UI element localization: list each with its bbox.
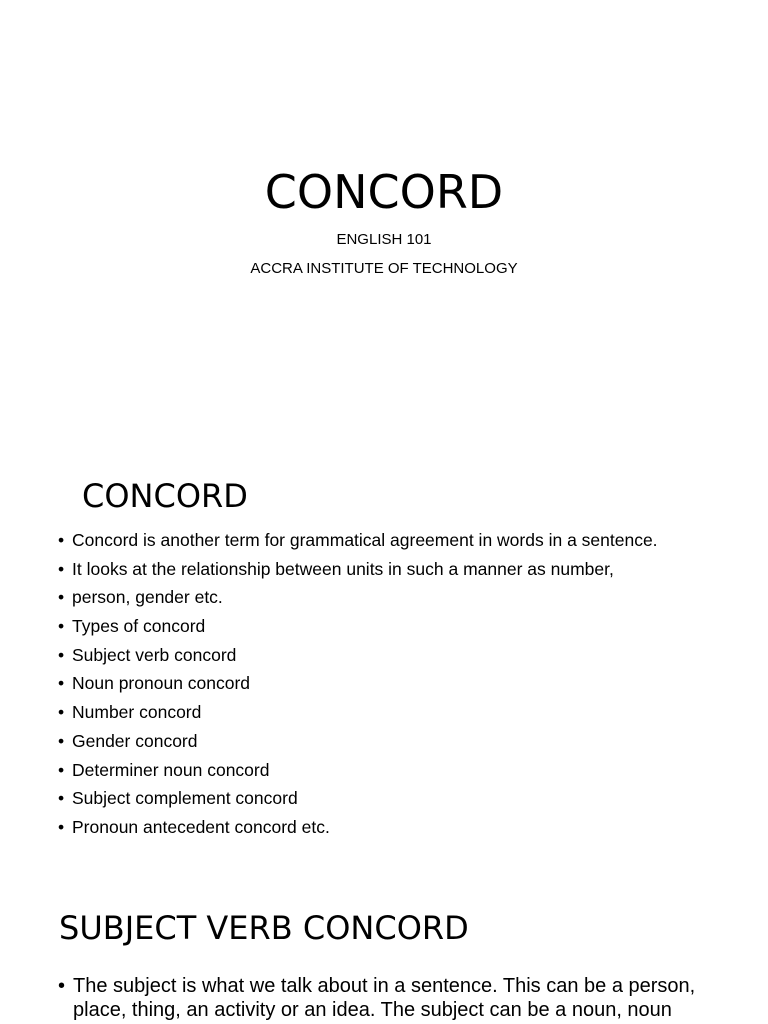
list-item-text: The subject is what we talk about in a sentence. This can be a person, place, thing, an activity or an idea. The subject can be a noun, noun [73,975,696,1021]
list-item [58,730,748,759]
list-item-text: Number concord [72,702,202,723]
course-code: ENGLISH 101 [336,231,432,248]
list-item-text: Gender concord [72,730,198,751]
list-item [58,615,748,644]
concord-slide [0,432,768,864]
list-item-text: It looks at the relationship between units in such a manner as number, [72,558,614,579]
list-item [58,816,748,845]
presentation-title: CONCORD [264,165,504,219]
bullet-icon: • [58,975,66,997]
list-item [58,529,748,558]
list-item-text: Determiner noun concord [72,759,270,780]
list-item [58,974,738,1022]
bullet-icon: • [58,702,65,723]
list-item-text: Pronoun antecedent concord etc. [72,816,330,837]
list-item-text: Noun pronoun concord [72,673,251,694]
bullet-icon: • [58,644,65,665]
title-slide [0,0,768,432]
list-item [58,558,748,587]
list-item [58,586,748,615]
bullet-icon: • [58,788,65,809]
list-item-text: Types of concord [72,616,206,637]
bullet-icon: • [58,816,65,837]
list-item-text: Concord is another term for grammatical agreement in words in a sentence. [72,530,658,550]
list-item-text: Subject verb concord [72,644,237,665]
bullet-icon: • [58,730,65,751]
list-item [58,644,748,673]
subject-verb-concord-slide [0,864,768,1024]
bullet-icon: • [58,673,65,694]
bullet-list [58,974,738,1022]
list-item-text: Subject complement concord [72,788,298,809]
list-item [58,672,748,701]
bullet-icon: • [58,530,65,550]
institution-name: ACCRA INSTITUTE OF TECHNOLOGY [250,260,518,277]
list-item-text: person, gender etc. [72,587,223,608]
list-item [58,701,748,730]
bullet-icon: • [58,587,65,608]
bullet-icon: • [58,616,65,637]
slide-heading: SUBJECT VERB CONCORD [59,909,469,947]
list-item [58,759,748,788]
slide-heading: CONCORD [82,477,248,515]
bullet-list [58,529,748,845]
list-item [58,787,748,816]
bullet-icon: • [58,759,65,780]
bullet-icon: • [58,558,65,579]
